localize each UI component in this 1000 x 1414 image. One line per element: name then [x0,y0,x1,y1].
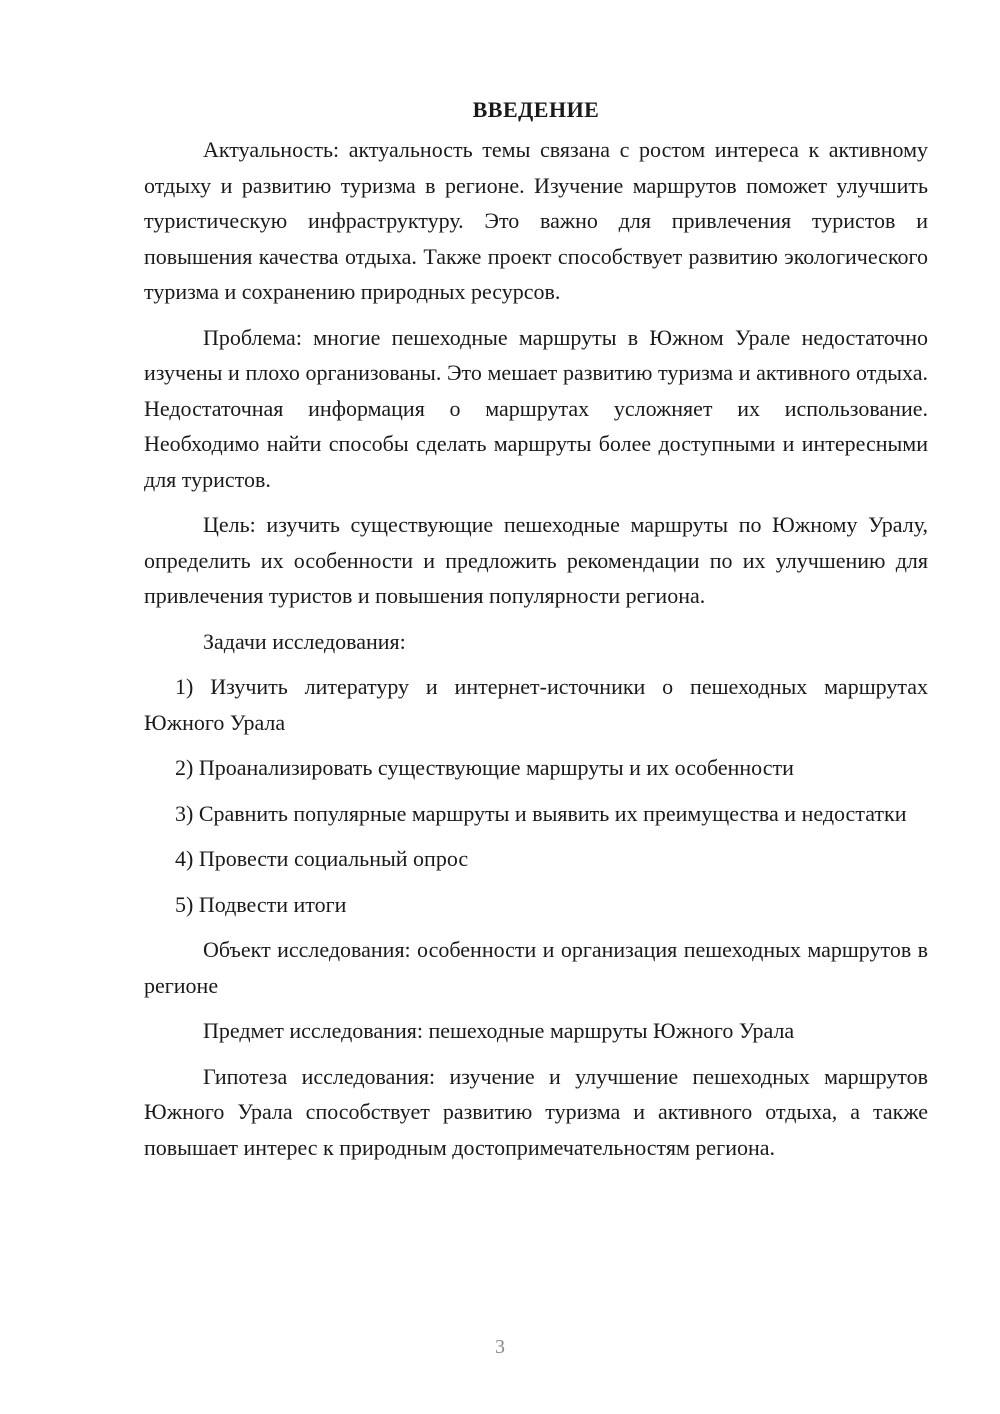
subject-paragraph: Предмет исследования: пешеходные маршруты Южного Урала [203,1018,795,1043]
goal-paragraph: Цель: изучить существующие пешеходные маршруты по Южному Уралу, определить их особенности и предложить рекомендации по их улучшению для привлечения туристов и повышения популярности региона. [144,512,928,608]
task-item: 5) Подвести итоги [175,891,347,917]
task-item: 3) Сравнить популярные маршруты и выявить их преимущества и недостатки [175,800,907,826]
page-number: 3 [495,1336,505,1358]
task-item: 1) Изучить литературу и интернет-источники о пешеходных маршрутах Южного Урала [144,674,928,735]
tasks-heading: Задачи исследования: [203,628,406,654]
document-body [144,96,928,1175]
hypothesis-paragraph: Гипотеза исследования: изучение и улучшение пешеходных маршрутов Южного Урала способствует развитию туризма и активного отдыха, а также повышает интерес к природным достопримечательностям региона. [144,1063,928,1160]
object-paragraph: Объект исследования: особенности и организация пешеходных маршрутов в регионе [144,937,928,998]
task-item: 4) Провести социальный опрос [175,846,469,871]
section-title: ВВЕДЕНИЕ [472,97,600,122]
problem-paragraph: Проблема: многие пешеходные маршруты в Южном Урале недостаточно изучены и плохо организованы. Это мешает развитию туризма и активного отдыха. Недостаточная информация о маршрутах усложняет их использование. Необходимо найти способы сделать маршруты более доступными и интересными для туристов. [144,324,928,492]
task-item: 2) Проанализировать существующие маршруты и их особенности [175,755,794,780]
relevance-paragraph: Актуальность: актуальность темы связана с ростом интереса к активному отдыху и развитию туризма в регионе. Изучение маршрутов поможет улучшить туристическую инфраструктуру. Это важно для привлечения туристов и повышения качества отдыха. Также проект способствует развитию экологического туризма и сохранению природных ресурсов. [144,137,928,304]
